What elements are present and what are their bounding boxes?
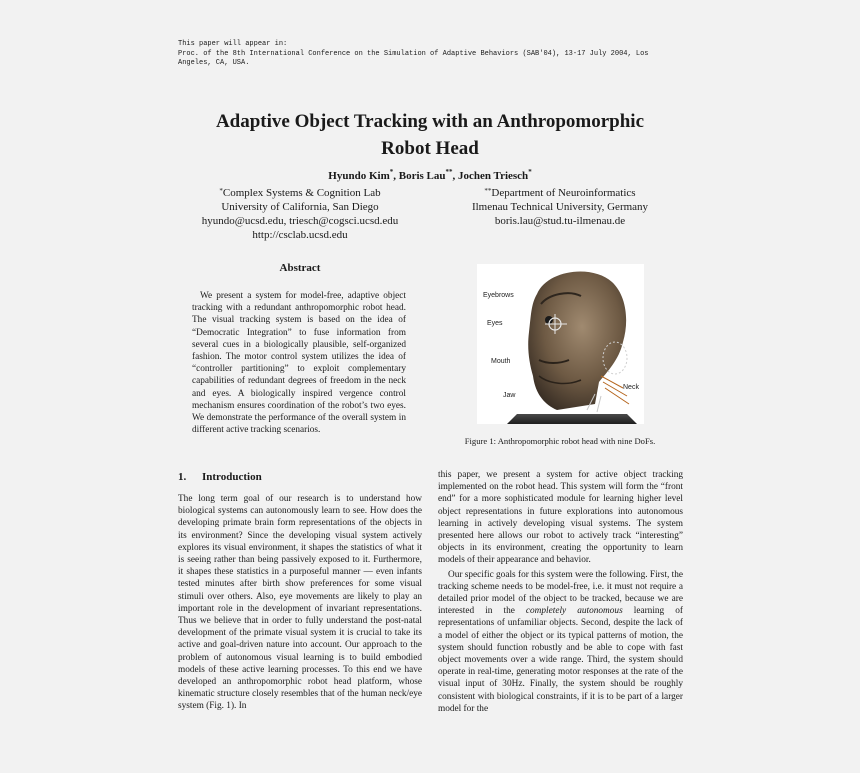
- robot-head-figure: [477, 264, 644, 424]
- abstract-text: We present a system for model-free, adaptive object tracking with a redundant anthropomorphic robot head. The visual tracking system is based on the idea of “Democratic Integration” to fuse information from several cues in a biologically plausible, self-organized fashion. The motor control system utilizes the idea of “controller partitioning” to exploit complementary capabilities of redundant degrees of freedom in the neck and eyes. A biologically inspired vergence control mechanism ensures coordination of the robot’s two eyes. We demonstrate the performance of the overall system in different active tracking scenarios.: [192, 291, 406, 436]
- author-1-mark: *: [389, 168, 394, 176]
- author-2: Boris Lau: [398, 170, 446, 182]
- affiliation-ucsd: [190, 186, 410, 242]
- affiliation-right-university: Ilmenau Technical University, Germany: [471, 201, 649, 213]
- author-list: [150, 170, 710, 182]
- notice-line-1: This paper will appear in:: [178, 40, 288, 48]
- intro-paragraph-2-end: learning of representations of unfamiliar objects. Second, despite the lack of a model of either the object or its typical patterns of motion, the system should function robustly and be able to cope with fast object movements over a wide range. Third, the system should operate in real-time, generating motor responses at the rate of the visual input of 30Hz. Finally, the system should be roughly consistent with biological constraints, if it is to be part of a larger model for the: [438, 606, 684, 714]
- affiliation-right-dept: Department of Neuroinformatics: [491, 187, 636, 199]
- affiliation-ilmenau: [440, 186, 680, 228]
- affiliation-left-mark: *: [219, 187, 223, 195]
- label-neck: Neck: [623, 384, 639, 391]
- robot-head-illustration: [477, 264, 644, 424]
- affiliation-right-email: boris.lau@stud.tu-ilmenau.de: [494, 215, 626, 227]
- title-line-2: Robot Head: [381, 138, 479, 159]
- intro-emphasis: completely autonomous: [525, 606, 623, 617]
- affiliation-left-university: University of California, San Diego: [221, 201, 379, 213]
- section-heading-introduction: [178, 471, 422, 483]
- section-title: Introduction: [202, 471, 262, 483]
- notice-line-2: Proc. of the 8th International Conference on the Simulation of Adaptive Behaviors (SAB'04), 13-17 July 2004, Los Angeles, CA, USA.: [178, 49, 649, 67]
- affiliation-right-mark: **: [484, 187, 492, 195]
- intro-paragraph-1: this paper, we present a system for active object tracking implemented on the robot head. This system will form the “front end” for a more sophisticated module for learning higher level object representations in future explorations into autonomous learning in actively developing visual systems. The system presented here allows our robot to actively track “interesting” objects in its environment, creating the opportunity to learn models of their appearance and behavior.: [438, 470, 683, 566]
- affiliation-left-lab: Complex Systems & Cognition Lab: [222, 187, 381, 199]
- label-eyebrows: Eyebrows: [483, 292, 514, 299]
- author-3-mark: *: [528, 168, 532, 176]
- abstract-heading: Abstract: [279, 262, 321, 274]
- label-eyes: Eyes: [487, 320, 503, 327]
- intro-right-column: [438, 469, 683, 715]
- author-separator: ,: [393, 170, 399, 182]
- intro-left-column: The long term goal of our research is to understand how biological systems can autonomously learn to see. How does the developing primate brain form representations of the objects in its environment? Since the developing visual system actively explores its visual environment, it shapes the statistics of what it is seeing rather than being passively exposed to it. Furthermore, it shapes these statistics in a purposeful manner — even infants tested minutes after birth show preferences for some visual stimuli over others. Also, eye movements are likely to play an important role in the development of invariant representations. Thus we believe that in order to fully understand the post-natal development of the primate visual system it is crucial to take its active and goal-driven nature into account. Our approach to the problem of autonomous visual learning is to build embodied models of these active learning processes. To this end we have developed an anthropomorphic robot head platform, whose kinematic structure closely resembles that of the human neck/eye system (Fig. 1). In: [178, 494, 422, 712]
- title-line-1: Adaptive Object Tracking with an Anthropomorphic: [215, 111, 645, 132]
- label-jaw: Jaw: [503, 392, 516, 399]
- author-2-mark: **: [445, 168, 453, 176]
- section-number: 1.: [178, 471, 187, 483]
- author-1: Hyundo Kim: [328, 170, 390, 182]
- intro-paragraph-2-start: Our specific goals for this system were the following. First, the tracking scheme needs to be model-free, i.e. it must not require a detailed prior model of the object to be tracked, because we are interested in the: [438, 569, 683, 617]
- label-mouth: Mouth: [491, 358, 511, 365]
- author-3: Jochen Triesch: [458, 170, 529, 182]
- affiliation-left-emails: hyundo@ucsd.edu, triesch@cogsci.ucsd.edu: [201, 215, 399, 227]
- author-separator: ,: [452, 170, 458, 182]
- paper-title: [150, 108, 710, 162]
- figure-caption: Figure 1: Anthropomorphic robot head with nine DoFs.: [464, 436, 656, 446]
- intro-paragraph-2: [438, 569, 683, 715]
- affiliation-left-url: http://csclab.ucsd.edu: [252, 229, 348, 241]
- conference-notice: [178, 40, 678, 69]
